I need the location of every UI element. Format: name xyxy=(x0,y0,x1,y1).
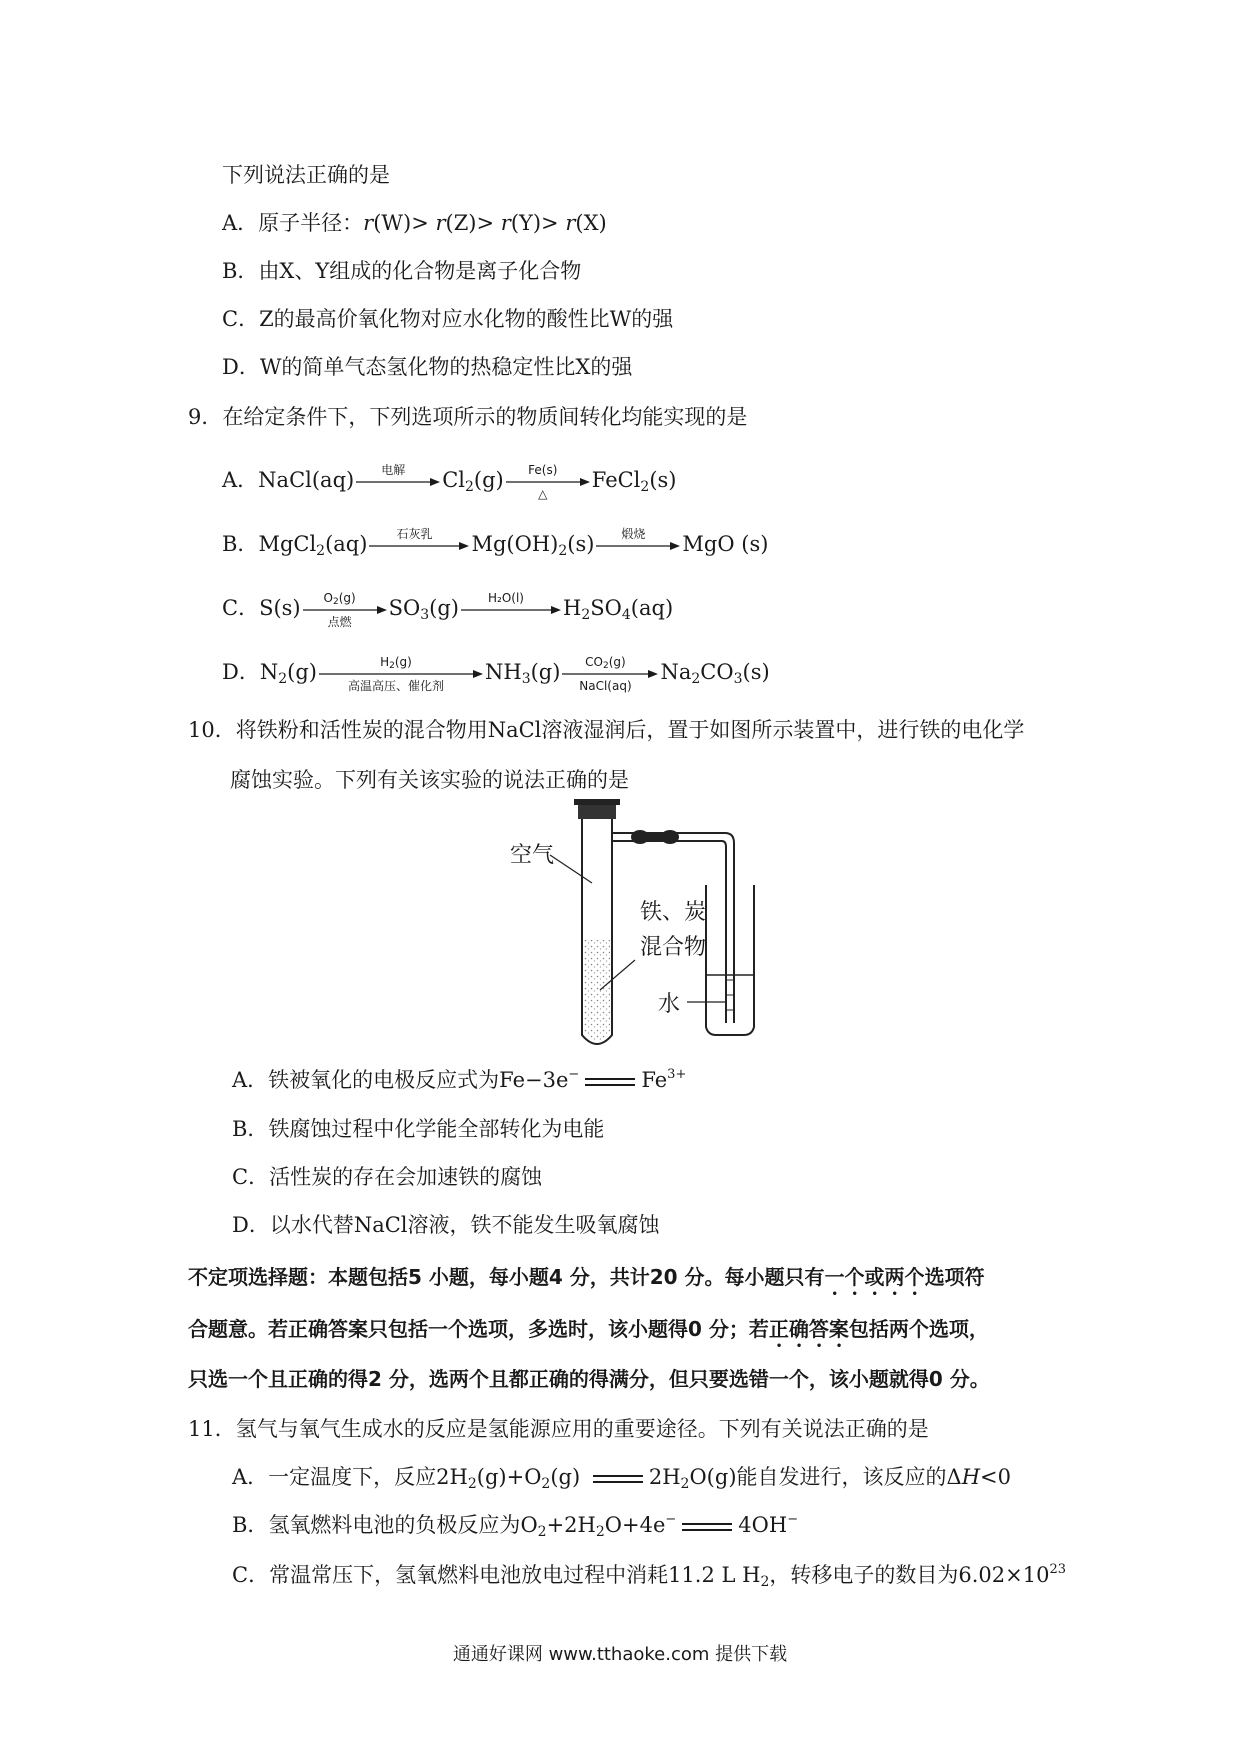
q9-option-c: C．S(s) $O_2(g)$ 点燃 $SO_3(g)$ H₂O(l) $H_2SO_4(aq)$ xyxy=(222,590,674,629)
q8-intro: 下列说法正确的是 xyxy=(222,163,390,187)
option-letter: B． xyxy=(222,532,259,556)
option-letter: A． xyxy=(222,468,259,492)
beaker xyxy=(706,885,754,1035)
option-letter: D． xyxy=(222,660,260,684)
reaction-arrow: H₂O(l) xyxy=(461,590,561,630)
option-text: 以水代替NaCl溶液，铁不能发生吸氧腐蚀 xyxy=(269,1213,660,1237)
option-text: 铁被氧化的电极反应式为 xyxy=(268,1068,500,1092)
rubber-stopper xyxy=(578,803,616,819)
option-letter: C． xyxy=(232,1563,270,1587)
q8-option-d xyxy=(222,352,632,382)
q10-option-c xyxy=(232,1162,542,1192)
q9-option-a: A．NaCl(aq) 电解 $Cl_2(g)$ Fe(s) △ FeCl$_2$(s) xyxy=(222,462,677,501)
q11-option-c: C．常温常压下，氢氧燃料电池放电过程中消耗11.2 L $H_2$，转移电子的数目为$6.02\times 10^{23}$ xyxy=(232,1562,1066,1590)
reaction-arrow: 电解 xyxy=(356,462,440,502)
equals-sign xyxy=(680,1521,734,1533)
arrow-label-co2: $CO_2(g)$ xyxy=(585,654,626,671)
section-instruction-line3: 只选一个且正确的得2 分，选两个且都正确的得满分，但只要选错一个，该小题就得0 分。 xyxy=(188,1367,990,1391)
q10-stem-line1: 10．将铁粉和活性炭的混合物用NaCl溶液湿润后，置于如图所示装置中，进行铁的电化学 xyxy=(188,718,1025,742)
option-text: 原子半径： xyxy=(258,211,364,235)
option-letter: C． xyxy=(222,596,260,620)
reaction-arrow: 煅烧 xyxy=(596,526,680,566)
option-letter: C． xyxy=(222,307,260,331)
q9-stem: 9．在给定条件下，下列选项所示的物质间转化均能实现的是 xyxy=(188,405,748,429)
section-instruction-line2: 合题意。若正确答案只包括一个选项，多选时，该小题得0 分；若正确答案包括两个选项， xyxy=(188,1317,989,1341)
option-text: 活性炭的存在会加速铁的腐蚀 xyxy=(269,1165,543,1189)
figure-label-mixture-1: 铁、炭 xyxy=(640,900,707,925)
reaction-arrow: $O_2(g)$ 点燃 xyxy=(303,590,387,630)
option-letter: A． xyxy=(232,1068,269,1092)
q8-option-b xyxy=(222,256,581,286)
equals-sign xyxy=(583,1076,637,1088)
option-letter: A． xyxy=(232,1465,269,1489)
q10-option-b xyxy=(232,1114,604,1144)
option-letter: B． xyxy=(232,1513,269,1537)
arrow-label-o2: $O_2(g)$ xyxy=(323,590,356,607)
section-instruction-line1: 不定项选择题：本题包括5 小题，每小题4 分，共计20 分。每小题只有一个或两个选项符 xyxy=(188,1265,985,1289)
reaction-arrow: $CO_2(g)$ NaCl(aq) xyxy=(562,654,658,694)
iron-carbon-mixture xyxy=(584,940,610,1042)
option-text: W的简单气态氢化物的热稳定性比X的强 xyxy=(259,355,633,379)
q9-option-d: D．$N_2(g)$ $H_2(g)$ 高温高压、催化剂 $NH_3(g)$ $CO_2(g)$ NaCl(aq) $Na_2CO_3(s)$ xyxy=(222,654,770,693)
figure-label-water: 水 xyxy=(658,992,681,1017)
page-footer: 通通好课网 www.tthaoke.com 提供下载 xyxy=(452,1644,788,1665)
option-letter: D． xyxy=(222,355,260,379)
equals-sign xyxy=(591,1473,645,1485)
q11-stem: 11．氢气与氧气生成水的反应是氢能源应用的重要途径。下列有关说法正确的是 xyxy=(188,1417,929,1441)
option-letter: B． xyxy=(232,1117,269,1141)
option-letter: C． xyxy=(232,1165,270,1189)
figure-label-mixture-2: 混合物 xyxy=(640,935,707,960)
q11-option-b: B．氢氧燃料电池的负极反应为$O_2+2H_2O+4e^-$ 4OH− xyxy=(232,1512,799,1540)
q10-option-a: A．铁被氧化的电极反应式为Fe−3e− $Fe^{3+}$ xyxy=(232,1067,687,1092)
option-letter: D． xyxy=(232,1213,270,1237)
option-text: 铁腐蚀过程中化学能全部转化为电能 xyxy=(268,1117,605,1141)
q8-option-a: A．原子半径：r(W)> r(Z)> r(Y)> r(X) xyxy=(222,211,607,235)
option-text: 由X、Y组成的化合物是离子化合物 xyxy=(258,259,582,283)
option-letter: A． xyxy=(222,211,259,235)
option-text: Z的最高价氧化物对应水化物的酸性比W的强 xyxy=(259,307,674,331)
q11-option-a: A．一定温度下，反应$2H_2(g)+O_2(g)$ $2H_2O(g)$能自发进行，该反应的ΔH<0 xyxy=(232,1465,1011,1492)
q8-option-c xyxy=(222,304,673,334)
reaction-arrow: 石灰乳 xyxy=(369,526,469,566)
q9-option-b: B．MgCl$_2$(aq) 石灰乳 $Mg(OH)_2(s)$ 煅烧 MgO (s) xyxy=(222,524,768,564)
arrow-label-h2: $H_2(g)$ xyxy=(380,654,412,671)
reaction-arrow: $H_2(g)$ 高温高压、催化剂 xyxy=(319,654,483,694)
option-letter: B． xyxy=(222,259,259,283)
q10-stem-line2: 腐蚀实验。下列有关该实验的说法正确的是 xyxy=(230,768,629,792)
reaction-arrow: Fe(s) △ xyxy=(506,462,590,502)
figure-label-air: 空气 xyxy=(510,843,555,868)
q10-option-d xyxy=(232,1210,660,1240)
